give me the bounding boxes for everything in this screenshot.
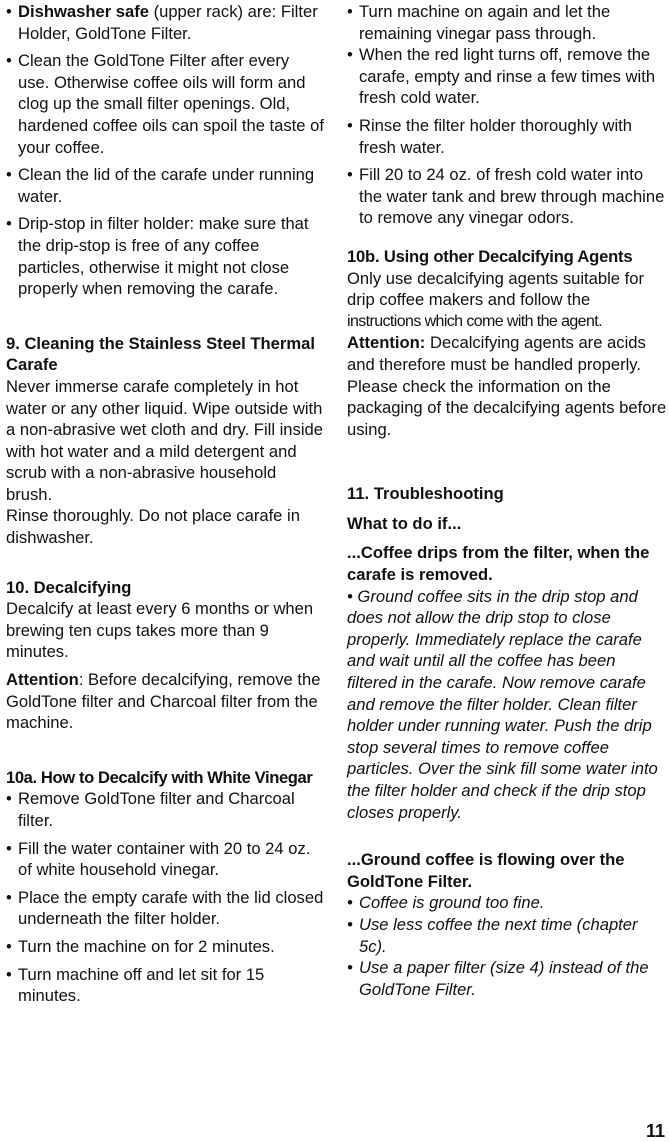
cleaning-item — [6, 164, 324, 207]
step-item — [347, 44, 667, 109]
bullet: • — [6, 838, 12, 858]
section-10-body: Decalcify at least every 6 months or when brewing ten cups takes more than 9 minutes. — [6, 599, 314, 662]
step-item — [6, 964, 324, 1007]
section-10b-body-2: instructions which come with the agent. — [347, 312, 602, 330]
step-item — [347, 115, 667, 158]
attention-label: Attention: — [347, 333, 426, 353]
bullet: • — [6, 214, 12, 234]
step-text: Fill 20 to 24 oz. of fresh cold water into the water tank and brew through machine to remove any vinegar odors. — [359, 165, 665, 228]
bullet: • — [347, 2, 353, 21]
item-text: Clean the GoldTone Filter after every use. Otherwise coffee oils will form and clog up the small filter openings. Old, hardened coffee oils can spoil the taste of your coffee. — [18, 51, 324, 157]
attention-text: : Before decalcifying, remove the GoldTone filter and Charcoal filter from the machine. — [6, 670, 321, 733]
cleaning-item — [6, 50, 324, 158]
step-text: Turn the machine on for 2 minutes. — [18, 936, 275, 956]
cleaning-item — [6, 213, 324, 299]
trouble-answer-item — [347, 892, 667, 914]
page-number: 11 — [646, 1121, 666, 1141]
step-text: Turn machine on again and let the remaining vinegar pass through. — [359, 2, 611, 43]
answer-text: Use less coffee the next time (chapter 5c). — [359, 914, 638, 956]
answer-text: Coffee is ground too fine. — [359, 893, 545, 913]
section-10b-body: Only use decalcifying agents suitable for drip coffee makers and follow the — [347, 268, 645, 310]
section-11-title: 11. Troubleshooting — [347, 484, 504, 504]
bullet: • — [6, 2, 12, 21]
right-column — [347, 0, 667, 1000]
bullet: • — [347, 165, 353, 185]
step-text: Remove GoldTone filter and Charcoal filter. — [18, 789, 295, 830]
cleaning-item — [6, 1, 324, 44]
section-9-body: Never immerse carafe completely in hot water or any other liquid. Wipe outside with a non-abrasive wet cloth and dry. Fill inside with hot water and a mild detergent and scrub with a non-abrasive household brush. — [6, 376, 323, 504]
step-item — [347, 164, 667, 229]
section-10a-title: 10a. How to Decalcify with White Vinegar — [6, 767, 313, 787]
step-text: When the red light turns off, remove the carafe, empty and rinse a few times with fresh cold water. — [359, 45, 656, 108]
bullet: • — [347, 115, 353, 135]
step-text: Rinse the filter holder thoroughly with fresh water. — [359, 115, 633, 157]
step-item — [6, 887, 324, 930]
trouble-answer-item — [347, 957, 667, 1000]
trouble-question-2: ...Ground coffee is flowing over the GoldTone Filter. — [347, 850, 625, 891]
bullet: • — [6, 887, 12, 907]
trouble-question-1: ...Coffee drips from the filter, when the carafe is removed. — [347, 543, 650, 585]
item-text: Drip-stop in filter holder: make sure that the drip-stop is free of any coffee particles, otherwise it might not close properly when removing the carafe. — [18, 214, 309, 299]
trouble-answer-item — [347, 914, 667, 957]
item-bold-label: Dishwasher safe — [18, 2, 149, 21]
bullet: • — [6, 964, 12, 984]
what-to-do-heading: What to do if... — [347, 513, 462, 533]
trouble-answer-1: • Ground coffee sits in the drip stop and does not allow the drip stop to close properly. Immediately replace the carafe and wait until all the coffee has been filtered in the carafe. Now remove carafe and remove the filter holder. Clean filter holder under running water. Push the drip stop several times to remove coffee particles. Over the sink fill some water into the filter holder and check if the drip stop closes properly. — [347, 586, 658, 822]
step-text: Place the empty carafe with the lid closed underneath the filter holder. — [18, 887, 324, 929]
bullet: • — [6, 789, 12, 809]
bullet: • — [347, 914, 353, 934]
bullet: • — [347, 958, 353, 978]
step-item — [347, 1, 667, 44]
left-column — [6, 0, 324, 1007]
bullet: • — [347, 45, 353, 65]
section-10b-attention — [347, 332, 667, 440]
answer-text: Use a paper filter (size 4) instead of the GoldTone Filter. — [359, 958, 649, 999]
step-item — [6, 788, 324, 831]
item-text: (upper rack) are: Filter Holder, GoldTone Filter. — [18, 2, 318, 43]
section-10-title: 10. Decalcifying — [6, 577, 132, 597]
step-text: Turn machine off and let sit for 15 minutes. — [18, 964, 265, 1006]
attention-label: Attention — [6, 670, 79, 690]
section-10b-title: 10b. Using other Decalcifying Agents — [347, 246, 633, 266]
step-item — [6, 936, 324, 958]
bullet: • — [6, 936, 12, 956]
section-9-title: 9. Cleaning the Stainless Steel Thermal Carafe — [6, 333, 315, 375]
bullet: • — [347, 893, 353, 913]
bullet: • — [6, 51, 12, 71]
bullet: • — [6, 165, 12, 185]
step-text: Fill the water container with 20 to 24 oz. of white household vinegar. — [18, 838, 311, 880]
attention-text: Decalcifying agents are acids and therefore must be handled properly. Please check the information on the packaging of the decalcifying agents before using. — [347, 333, 667, 439]
item-text: Clean the lid of the carafe under running water. — [18, 165, 315, 206]
section-9-body-2: Rinse thoroughly. Do not place carafe in dishwasher. — [6, 506, 300, 548]
section-10-attention — [6, 669, 324, 734]
step-item — [6, 838, 324, 881]
